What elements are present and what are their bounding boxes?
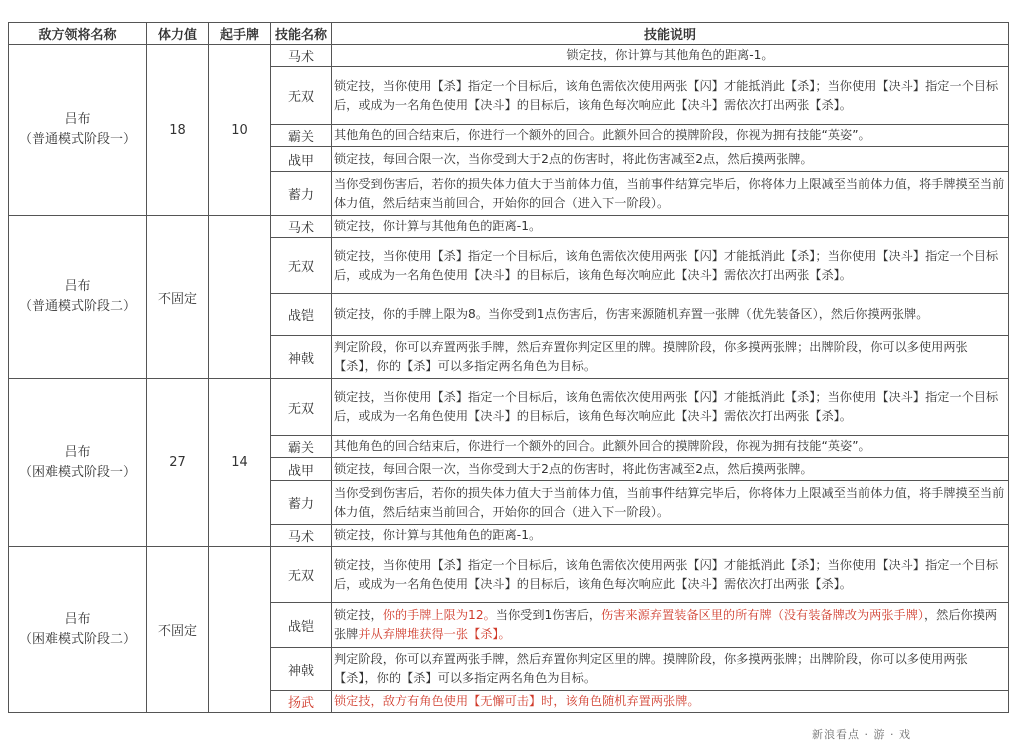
skill-name: 马术 (271, 216, 332, 238)
skill-desc: 锁定技，每回合限一次，当你受到大于2点的伤害时，将此伤害减至2点，然后摸两张牌。 (332, 458, 1009, 481)
skill-name: 神戟 (271, 336, 332, 379)
skill-desc: 锁定技，你计算与其他角色的距离-1。 (332, 525, 1009, 547)
skill-desc: 其他角色的回合结束后，你进行一个额外的回合。此额外回合的摸牌阶段，你视为拥有技能“英姿”。 (332, 125, 1009, 147)
skill-name: 战甲 (271, 458, 332, 481)
table-row (9, 547, 1009, 603)
boss-name: 吕布 (64, 444, 91, 460)
header-row (9, 23, 1009, 45)
header-desc: 技能说明 (332, 23, 1009, 45)
skill-name: 无双 (271, 547, 332, 603)
skill-desc: 锁定技，当你使用【杀】指定一个目标后，该角色需依次使用两张【闪】才能抵消此【杀】；当你使用【决斗】指定一个目标后，或成为一名角色使用【决斗】的目标后，该角色每次响应此【决斗】需依次打出两张【杀】。 (332, 67, 1009, 125)
boss-name: 吕布 (64, 112, 91, 127)
boss-hand (209, 216, 271, 379)
boss-name-cell (9, 216, 147, 379)
skill-name: 霸关 (271, 125, 332, 147)
skill-name: 扬武 (271, 691, 332, 713)
header-hp: 体力值 (147, 23, 209, 45)
header-skill: 技能名称 (271, 23, 332, 45)
skill-name: 无双 (271, 238, 332, 294)
boss-hp: 不固定 (147, 547, 209, 713)
skill-desc: 锁定技，当你使用【杀】指定一个目标后，该角色需依次使用两张【闪】才能抵消此【杀】；当你使用【决斗】指定一个目标后，或成为一名角色使用【决斗】的目标后，该角色每次响应此【决斗】需依次打出两张【杀】。 (332, 379, 1009, 436)
skill-name: 蓄力 (271, 481, 332, 525)
boss-name-cell (9, 379, 147, 547)
skill-desc: 判定阶段，你可以弃置两张手牌，然后弃置你判定区里的牌。摸牌阶段，你多摸两张牌；出牌阶段，你可以多使用两张【杀】，你的【杀】可以多指定两名角色为目标。 (332, 648, 1009, 691)
skill-desc: 其他角色的回合结束后，你进行一个额外的回合。此额外回合的摸牌阶段，你视为拥有技能“英姿”。 (332, 436, 1009, 458)
skill-name: 马术 (271, 45, 332, 67)
boss-hand: 14 (209, 379, 271, 547)
skill-desc: 锁定技，你计算与其他角色的距离-1。 (332, 216, 1009, 238)
skill-name: 战铠 (271, 603, 332, 648)
boss-mode: （困难模式阶段二） (18, 631, 136, 647)
skill-name: 战甲 (271, 147, 332, 172)
boss-hp: 27 (147, 379, 209, 547)
skill-desc: 锁定技，当你使用【杀】指定一个目标后，该角色需依次使用两张【闪】才能抵消此【杀】；当你使用【决斗】指定一个目标后，或成为一名角色使用【决斗】的目标后，该角色每次响应此【决斗】需依次打出两张【杀】。 (332, 238, 1009, 294)
skill-desc: 锁定技，每回合限一次，当你受到大于2点的伤害时，将此伤害减至2点，然后摸两张牌。 (332, 147, 1009, 172)
boss-name-cell (9, 547, 147, 713)
boss-skill-table (8, 22, 1009, 713)
skill-desc: 锁定技，敌方有角色使用【无懈可击】时，该角色随机弃置两张牌。 (332, 691, 1009, 713)
boss-mode: （普通模式阶段一） (18, 132, 136, 147)
skill-name: 马术 (271, 525, 332, 547)
boss-name: 吕布 (64, 279, 91, 294)
skill-desc: 锁定技，你计算与其他角色的距离-1。 (332, 45, 1009, 67)
skill-desc (332, 603, 1009, 648)
skill-desc: 锁定技，你的手牌上限为8。当你受到1点伤害后，伤害来源随机弃置一张牌（优先装备区），然后你摸两张牌。 (332, 294, 1009, 336)
table-row (9, 45, 1009, 67)
skill-name: 蓄力 (271, 172, 332, 216)
boss-name-cell (9, 45, 147, 216)
table-row (9, 379, 1009, 436)
desc-part: 锁定技， (334, 608, 383, 622)
desc-part-highlight: 你的手牌上限为12。 (382, 608, 496, 622)
boss-hp: 18 (147, 45, 209, 216)
skill-name: 战铠 (271, 294, 332, 336)
skill-desc: 当你受到伤害后，若你的损失体力值大于当前体力值，当前事件结算完毕后，你将体力上限减至当前体力值，将手牌摸至当前体力值，然后结束当前回合，开始你的回合（进入下一阶段）。 (332, 172, 1009, 216)
boss-mode: （困难模式阶段一） (18, 464, 136, 480)
skill-name: 无双 (271, 379, 332, 436)
boss-name: 吕布 (64, 611, 91, 627)
table-row (9, 216, 1009, 238)
desc-part-highlight: 伤害来源弃置装备区里的所有牌（没有装备牌改为两张手牌） (601, 608, 924, 622)
skill-desc: 当你受到伤害后，若你的损失体力值大于当前体力值，当前事件结算完毕后，你将体力上限减至当前体力值，将手牌摸至当前体力值，然后结束当前回合，开始你的回合（进入下一阶段）。 (332, 481, 1009, 525)
desc-part-highlight: 并从弃牌堆获得一张【杀】。 (358, 627, 511, 641)
watermark: 新浪看点 · 游 · 戏 (812, 728, 911, 741)
boss-hand: 10 (209, 45, 271, 216)
header-name: 敌方领将名称 (9, 23, 147, 45)
skill-name: 神戟 (271, 648, 332, 691)
boss-mode: （普通模式阶段二） (18, 299, 136, 314)
skill-name: 无双 (271, 67, 332, 125)
boss-hp: 不固定 (147, 216, 209, 379)
skill-name: 霸关 (271, 436, 332, 458)
skill-desc: 判定阶段，你可以弃置两张手牌，然后弃置你判定区里的牌。摸牌阶段，你多摸两张牌；出牌阶段，你可以多使用两张【杀】，你的【杀】可以多指定两名角色为目标。 (332, 336, 1009, 379)
skill-desc: 锁定技，当你使用【杀】指定一个目标后，该角色需依次使用两张【闪】才能抵消此【杀】；当你使用【决斗】指定一个目标后，或成为一名角色使用【决斗】的目标后，该角色每次响应此【决斗】需依次打出两张【杀】。 (332, 547, 1009, 603)
boss-hand (209, 547, 271, 713)
header-hand: 起手牌 (209, 23, 271, 45)
desc-part: 当你受到1伤害后， (495, 608, 602, 622)
desc-part: ，然后你摸两张牌 (334, 608, 998, 641)
